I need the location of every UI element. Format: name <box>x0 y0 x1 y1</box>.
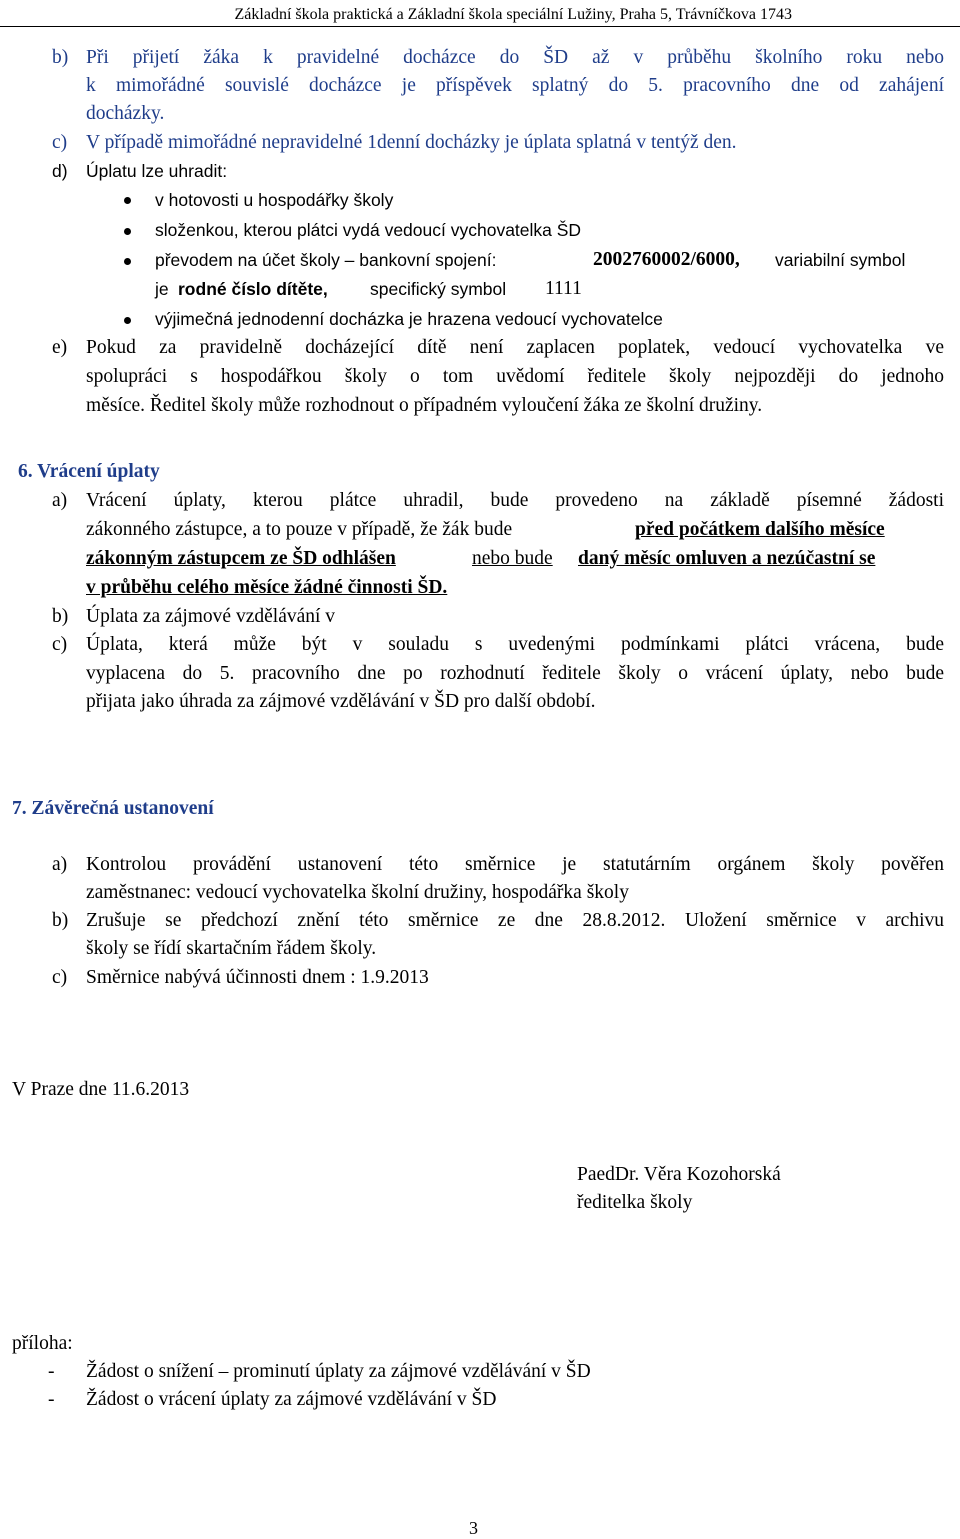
section-6-a-line4-bold: v průběhu celého měsíce žádné činnosti ŠD. <box>86 577 448 598</box>
section-7-c-label: c) <box>52 967 68 988</box>
bullet-3-line2-code: 1111 <box>545 278 582 299</box>
section-6-b-label: b) <box>52 606 69 627</box>
place-date-text: V Praze dne 11.6.2013 <box>12 1079 190 1100</box>
bullet-dot-3 <box>124 258 131 265</box>
section-7-a-line1: Kontrolou provádění ustanovení této směrnice je statutárním orgánem školy pověřen <box>86 854 944 875</box>
attachment-1-text: Žádost o snížení – prominutí úplaty za zájmové vzdělávání v ŠD <box>86 1361 591 1382</box>
attachments-label-text: příloha: <box>12 1333 73 1354</box>
section-6-c-line1: Úplata, která může být v souladu s uvedenými podmínkami plátci vrácena, bude <box>86 634 944 655</box>
bullet-2-text: složenkou, kterou plátci vydá vedoucí vychovatelka ŠD <box>155 220 582 240</box>
attachment-1-dash: - <box>48 1361 55 1382</box>
para-e-line2: spolupráci s hospodářkou školy o tom uvědomí ředitele školy nejpozději do jednoho <box>86 366 944 387</box>
section-7-b-label: b) <box>52 910 69 931</box>
para-c-label: c) <box>52 132 68 153</box>
section-7-c-text: Směrnice nabývá účinnosti dnem : 1.9.2013 <box>86 967 429 988</box>
section-6-a-line3-bold2: daný měsíc omluven a nezúčastní se <box>578 548 876 569</box>
para-c-text: V případě mimořádné nepravidelné 1denní docházky je úplata splatná v tentýž den. <box>86 132 737 153</box>
para-b-line2: k mimořádné souvislé docházce je příspěvek splatný do 5. pracovního dne od zahájení <box>86 75 944 96</box>
bullet-3-account: 2002760002/6000, <box>593 249 740 270</box>
para-d-label: d) <box>52 161 68 181</box>
header-text: Základní škola praktická a Základní škola speciální Lužiny, Praha 5, Trávníčkova 1743 <box>234 6 792 23</box>
bullet-1-text: v hotovosti u hospodářky školy <box>155 190 394 210</box>
signature-name-text: PaedDr. Věra Kozohorská <box>577 1164 781 1185</box>
bullet-3-line2-part1: je <box>155 279 169 299</box>
attachment-2-text: Žádost o vrácení úplaty za zájmové vzdělávání v ŠD <box>86 1389 497 1410</box>
section-6-heading-text: 6. Vrácení úplaty <box>18 461 160 482</box>
bullet-3-line2-part2: specifický symbol <box>370 279 507 299</box>
section-6-a-line3-plain: nebo bude <box>472 548 553 569</box>
para-e-line3: měsíce. Ředitel školy může rozhodnout o případném vyloučení žáka ze školní družiny. <box>86 395 763 416</box>
bullet-4-text: výjimečná jednodenní docházka je hrazena vedoucí vychovatelce <box>155 309 663 329</box>
section-7-a-label: a) <box>52 854 68 875</box>
bullet-3-part1: převodem na účet školy – bankovní spojení: <box>155 250 497 270</box>
section-6-c-label: c) <box>52 634 68 655</box>
page-header <box>0 0 960 27</box>
para-b-line1: Při přijetí žáka k pravidelné docházce do ŠD až v průběhu školního roku nebo <box>86 47 944 68</box>
bullet-3-part2: variabilní symbol <box>775 250 906 270</box>
para-e-line1: Pokud za pravidelně docházející dítě není zaplacen poplatek, vedoucí vychovatelka ve <box>86 337 944 358</box>
bullet-3-line2-bold: rodné číslo dítěte, <box>178 279 328 299</box>
para-d-text: Úplatu lze uhradit: <box>86 161 228 181</box>
signature-title-text: ředitelka školy <box>577 1192 693 1213</box>
section-6-a-label: a) <box>52 490 68 511</box>
para-e-label: e) <box>52 337 68 358</box>
section-6-a-line1: Vrácení úplaty, kterou plátce uhradil, bude provedeno na základě písemné žádosti <box>86 490 944 511</box>
bullet-dot-4 <box>124 317 131 324</box>
para-b-line3: docházky. <box>86 103 165 124</box>
bullet-dot-2 <box>124 228 131 235</box>
section-6-a-line2-plain: zákonného zástupce, a to pouze v případě, že žák bude <box>86 519 513 540</box>
section-7-b-line1: Zrušuje se předchozí znění této směrnice ze dne 28.8.2012. Uložení směrnice v archivu <box>86 910 944 931</box>
para-b-label: b) <box>52 47 69 68</box>
section-6-c-line3: přijata jako úhrada za zájmové vzdělávání v ŠD pro další období. <box>86 691 596 712</box>
section-7-b-line2: školy se řídí skartačním řádem školy. <box>86 938 377 959</box>
section-6-b-text: Úplata za zájmové vzdělávání v <box>86 606 336 627</box>
page-number: 3 <box>469 1518 478 1538</box>
bullet-dot-1 <box>124 197 131 204</box>
section-6-a-line2-bold: před počátkem dalšího měsíce <box>635 519 885 540</box>
section-6-c-line2: vyplacena do 5. pracovního dne po rozhodnutí ředitele školy o vrácení úplaty, nebo bude <box>86 663 944 684</box>
attachment-2-dash: - <box>48 1389 55 1410</box>
section-7-a-line2: zaměstnanec: vedoucí vychovatelka školní družiny, hospodářka školy <box>86 882 629 903</box>
section-6-a-line3-bold: zákonným zástupcem ze ŠD odhlášen <box>86 548 396 569</box>
section-7-heading-text: 7. Závěrečná ustanovení <box>12 798 214 819</box>
